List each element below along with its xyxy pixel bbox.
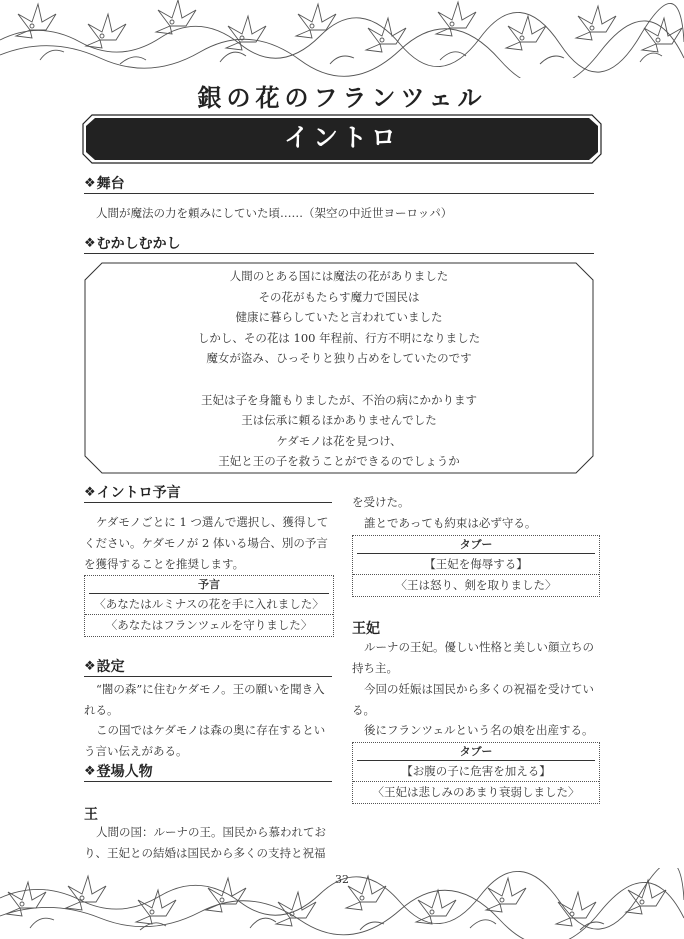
section-heading-prophecy	[84, 485, 332, 503]
story-line: しかし、その花は 100 年程前、行方不明になりました	[197, 330, 481, 345]
prophecy-item: 〈あなたはフランツェルを守りました〉	[85, 614, 333, 635]
story-line: 王妃は子を身籠もりましたが、不治の病にかかります	[201, 392, 477, 407]
prophecy-box-header: 予言	[89, 576, 329, 594]
page-number: 32	[335, 873, 349, 886]
diamond-cluster-icon: ❖	[84, 236, 95, 251]
prophecy-item: 〈あなたはルミナスの花を手に入れました〉	[94, 597, 324, 611]
section-heading-label: 舞台	[96, 176, 125, 192]
story-line: 健康に暮らしていたと言われていました	[235, 310, 443, 325]
queen-heading: 王妃	[352, 621, 380, 637]
story-text	[84, 266, 594, 472]
king-text-continued: を受けた。	[352, 495, 410, 509]
taboo-result: 〈王は怒り、剣を取りました〉	[353, 574, 599, 595]
diamond-cluster-icon: ❖	[84, 176, 95, 191]
taboo-result: 〈王妃は悲しみのあまり衰弱しました〉	[353, 781, 599, 802]
section-heading-label: 設定	[96, 659, 125, 675]
king-text: 人間の国：ルーナの王。国民から慕われており、王妃との結婚は国民から多くの支持と祝福	[84, 825, 326, 860]
intro-banner	[82, 114, 602, 164]
king-promise-text: 誰とであっても約束は必ず守る。	[364, 516, 537, 530]
prophecy-box	[84, 575, 334, 637]
lily-border-art	[0, 0, 684, 78]
bottom-floral-border	[0, 868, 684, 939]
stage-text: 人間が魔法の力を頼みにしていた頃……（架空の中近世ヨーロッパ）	[96, 206, 453, 220]
story-line: 王妃と王の子を救うことができるのでしょうか	[218, 454, 460, 469]
king-taboo-box	[352, 535, 600, 597]
diamond-cluster-icon: ❖	[84, 764, 95, 779]
section-heading-characters	[84, 764, 332, 782]
section-heading-label: イントロ予言	[96, 485, 181, 501]
queen-text-3: 後にフランツェルという名の娘を出産する。	[364, 723, 594, 737]
king-heading: 王	[84, 807, 98, 823]
document-title: 銀の花のフランツェル	[197, 83, 487, 112]
story-line: 王は伝承に頼るほかありませんでした	[241, 413, 437, 428]
section-heading-label: むかしむかし	[96, 236, 181, 252]
diamond-cluster-icon: ❖	[84, 659, 95, 674]
prophecy-text: ケダモノごとに 1 つ選んで選択し、獲得してください。ケダモノが 2 体いる場合、別の予言を獲得することを推奨します。	[84, 515, 329, 571]
section-heading-long-ago	[84, 236, 594, 254]
section-heading-setting	[84, 659, 332, 677]
queen-taboo-box	[352, 742, 600, 804]
lily-border-art	[0, 868, 684, 939]
queen-text-2: 今回の妊娠は国民から多くの祝福を受けている。	[352, 682, 594, 717]
story-line: 魔女が盗み、ひっそりと独り占めをしていたのです	[206, 351, 472, 366]
taboo-header: タブー	[357, 743, 595, 761]
taboo-action: 【王妃を侮辱する】	[424, 557, 528, 571]
taboo-header: タブー	[357, 536, 595, 554]
banner-title: イントロ	[283, 123, 400, 152]
queen-text-1: ルーナの王妃。優しい性格と美しい顔立ちの持ち主。	[352, 640, 594, 675]
story-box	[84, 262, 594, 474]
story-line: 人間のとある国には魔法の花がありました	[229, 269, 449, 283]
setting-text-2: この国ではケダモノは森の奥に存在するという言い伝えがある。	[84, 723, 326, 758]
story-line: その花がもたらす魔力で国民は	[258, 289, 420, 304]
diamond-cluster-icon: ❖	[84, 485, 95, 500]
story-line-blank	[84, 369, 594, 390]
section-heading-stage	[84, 176, 594, 194]
top-floral-border	[0, 0, 684, 78]
setting-text-1: “闇の森”に住むケダモノ。王の願いを聞き入れる。	[84, 682, 325, 717]
section-heading-label: 登場人物	[96, 764, 153, 780]
taboo-action: 【お腹の子に危害を加える】	[401, 764, 551, 778]
story-line: ケダモノは花を見つけ、	[276, 433, 402, 448]
